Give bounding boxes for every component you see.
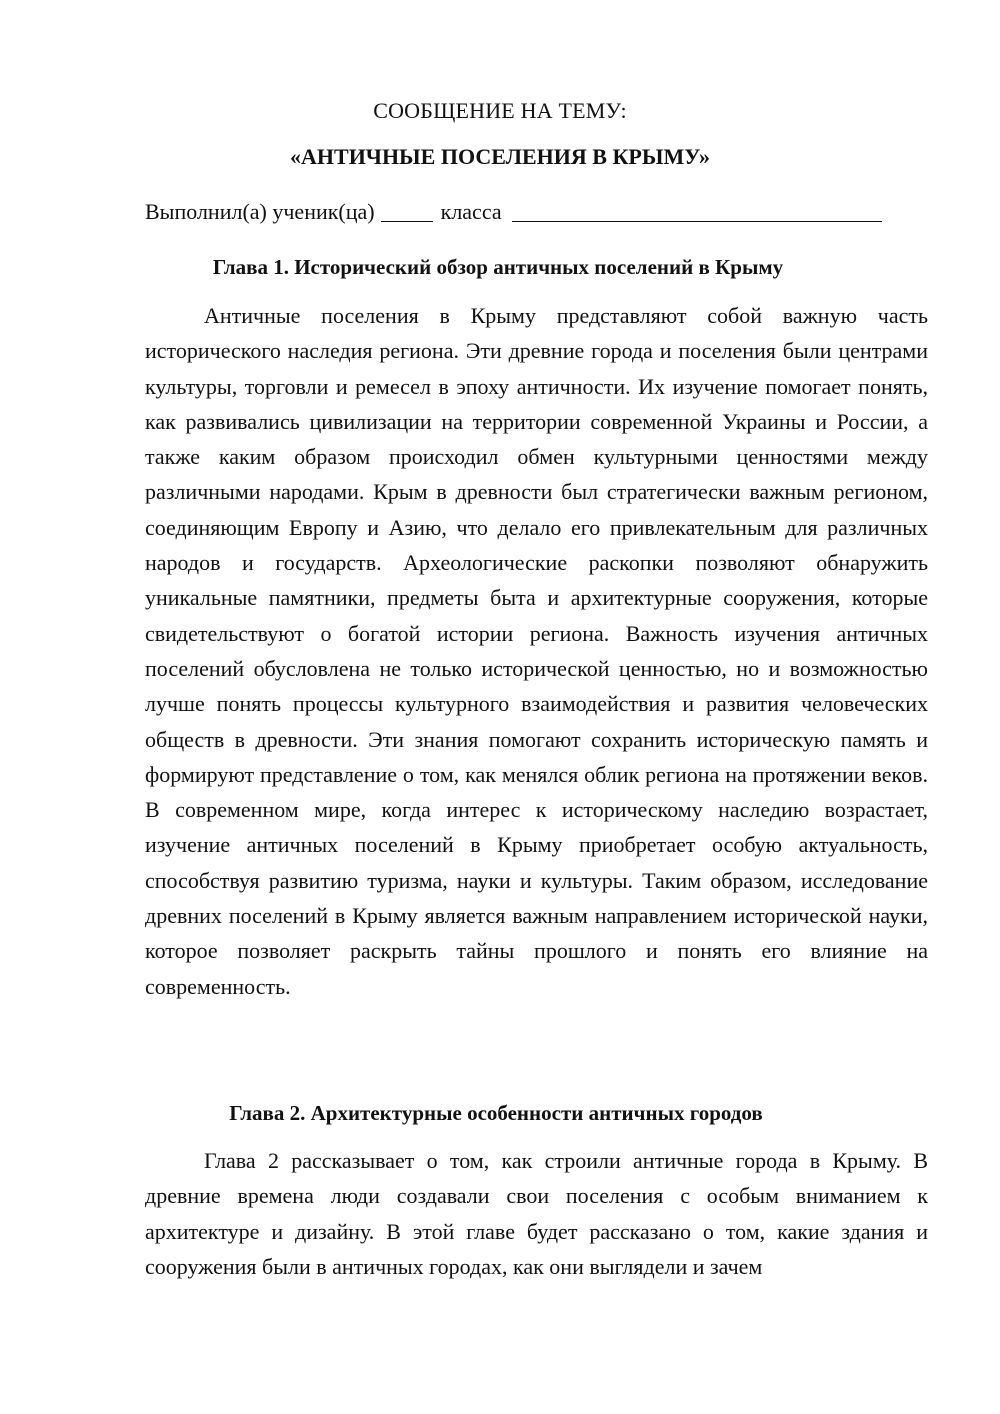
chapter-1-paragraph: Античные поселения в Крыму представляют собой важную часть исторического наследия региона. Эти древние города и поселения были центрами культуры, торговли и ремесел в эпоху античности. Их изучение помогает понять, как развивались цивилизации на территории современной Украины и России, а также каким образом происходил обмен культурными ценностями между различными народами. Крым в древности был стратегически важным регионом, соединяющим Европу и Азию, что делало его привлекательным для различных народов и государств. Археологические раскопки позволяют обнаружить уникальные памятники, предметы быта и архитектурные сооружения, которые свидетельствуют о богатой истории региона. Важность изучения античных поселений обусловлена не только исторической ценностью, но и возможностью лучше понять процессы культурного взаимодействия и развития человеческих обществ в древности. Эти знания помогают сохранить историческую память и формируют представление о том, как менялся облик региона на протяжении веков. В современном мире, когда интерес к историческому наследию возрастает, изучение античных поселений в Крыму приобретает особую актуальность, способствуя развитию туризма, науки и культуры. Таким образом, исследование древних поселений в Крыму является важным направлением исторической науки, которое позволяет раскрыть тайны прошлого и понять его влияние на современность.	[145, 303, 928, 999]
chapter-1-heading: Глава 1. Исторический обзор античных поселений в Крыму	[212, 255, 784, 279]
student-label: Выполнил(а) ученик(ца)	[145, 199, 375, 224]
class-number-blank	[381, 199, 433, 222]
student-info-line	[145, 197, 882, 227]
chapter-2-heading: Глава 2. Архитектурные особенности античных городов	[229, 1101, 763, 1125]
student-name-blank	[512, 199, 882, 222]
class-label: класса	[440, 199, 502, 224]
document-title-line-1: СООБЩЕНИЕ НА ТЕМУ:	[373, 98, 627, 123]
document-title-line-2: «АНТИЧНЫЕ ПОСЕЛЕНИЯ В КРЫМУ»	[290, 144, 710, 169]
chapter-2-paragraph: Глава 2 рассказывает о том, как строили античные города в Крыму. В древние времена люди создавали свои поселения с особым вниманием к архитектуре и дизайну. В этой главе будет рассказано о том, какие здания и сооружения были в античных городах, как они выглядели и зачем	[145, 1148, 928, 1279]
